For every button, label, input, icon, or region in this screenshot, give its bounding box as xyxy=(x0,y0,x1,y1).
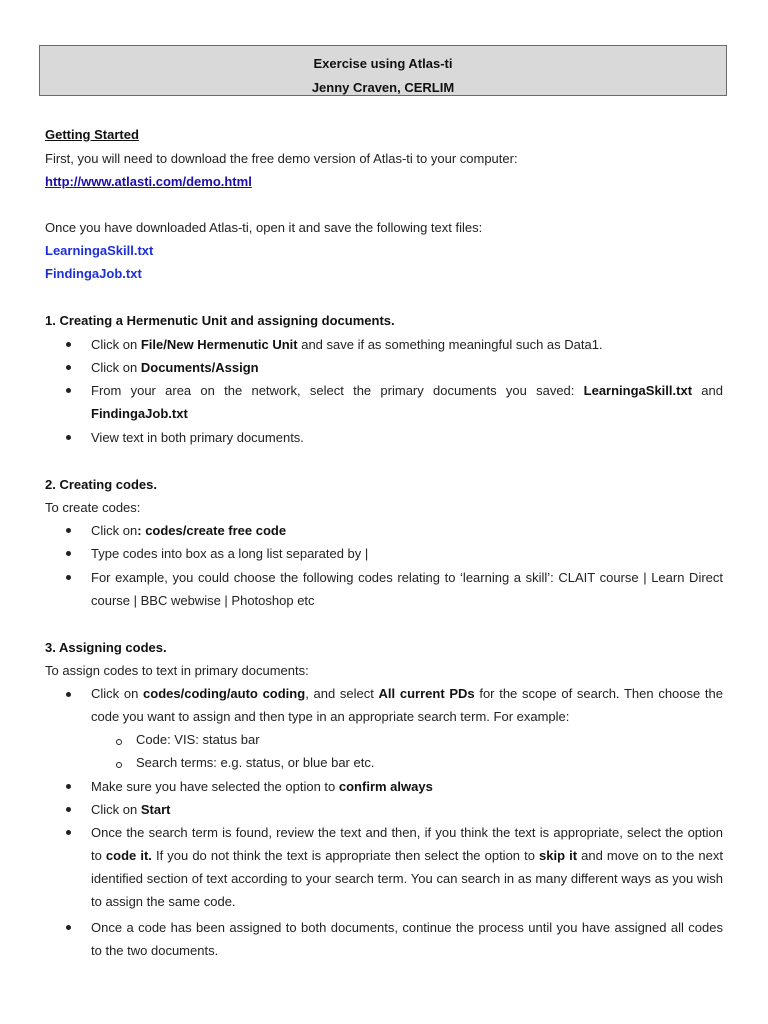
section3-bullet-5: Once a code has been assigned to both documents, continue the process until you have assigned all codes to the two documents. xyxy=(91,920,723,958)
sub-bullet-icon xyxy=(116,739,122,745)
section1-heading: 1. Creating a Hermenutic Unit and assigning documents. xyxy=(45,313,395,328)
document-title: Exercise using Atlas-ti xyxy=(313,56,453,71)
section2-bullet-1: Click on: codes/create free code xyxy=(91,523,287,538)
section1-bullet-4: View text in both primary documents. xyxy=(91,430,304,445)
section1-bullet-2: Click on Documents/Assign xyxy=(91,360,259,375)
section3-sub-1: Code: VIS: status bar xyxy=(136,732,260,747)
section3-heading: 3. Assigning codes. xyxy=(45,640,167,655)
file-finding-a-job: FindingaJob.txt xyxy=(45,266,142,281)
section3-bullet-1: Click on codes/coding/auto coding, and select All current PDs for the scope of search. Then choose the code you want to assign and then type in an appropriate search term. For example: xyxy=(91,686,724,724)
save-files-text: Once you have downloaded Atlas-ti, open it and save the following text files: xyxy=(45,220,483,235)
section2-intro: To create codes: xyxy=(45,500,141,515)
bullet-icon xyxy=(66,388,71,393)
bullet-icon xyxy=(66,830,71,835)
section3-intro: To assign codes to text in primary documents: xyxy=(45,663,309,678)
document-author: Jenny Craven, CERLIM xyxy=(311,80,455,95)
bullet-icon xyxy=(66,807,71,812)
bullet-icon xyxy=(66,692,71,697)
sub-bullet-icon xyxy=(116,762,122,768)
section3-sub-2: Search terms: e.g. status, or blue bar etc. xyxy=(136,755,375,770)
section2-bullet-2: Type codes into box as a long list separated by | xyxy=(91,546,369,561)
section2-bullet-3: For example, you could choose the following codes relating to ‘learning a skill’: CLAIT course | Learn Direct course | BBC webwise | Photoshop etc xyxy=(91,570,723,608)
bullet-icon xyxy=(66,925,71,930)
section3-bullet-4: Once the search term is found, review the text and then, if you think the text is appropriate, select the option to code it. If you do not think the text is appropriate then select the option to skip it and move on to the next identified section of text according to your search term. You can search in as many different ways as you wish to assign the same code. xyxy=(91,825,723,909)
demo-download-link[interactable]: http://www.atlasti.com/demo.html xyxy=(45,174,252,189)
title-box xyxy=(39,45,727,96)
bullet-icon xyxy=(66,435,71,440)
file-learning-a-skill: LearningaSkill.txt xyxy=(45,243,154,258)
section1-bullet-3: From your area on the network, select the primary documents you saved: LearningaSkill.txt and FindingaJob.txt xyxy=(91,383,723,421)
section3-bullet-3: Click on Start xyxy=(91,802,171,817)
bullet-icon xyxy=(66,365,71,370)
bullet-icon xyxy=(66,575,71,580)
bullet-icon xyxy=(66,784,71,789)
bullet-icon xyxy=(66,528,71,533)
getting-started-heading: Getting Started xyxy=(45,127,139,142)
getting-started-intro: First, you will need to download the free demo version of Atlas-ti to your computer: xyxy=(45,151,518,166)
bullet-icon xyxy=(66,551,71,556)
bullet-icon xyxy=(66,342,71,347)
section2-heading: 2. Creating codes. xyxy=(45,477,157,492)
section1-bullet-1: Click on File/New Hermenutic Unit and save if as something meaningful such as Data1. xyxy=(91,337,603,352)
section3-bullet-2: Make sure you have selected the option to confirm always xyxy=(91,779,433,794)
